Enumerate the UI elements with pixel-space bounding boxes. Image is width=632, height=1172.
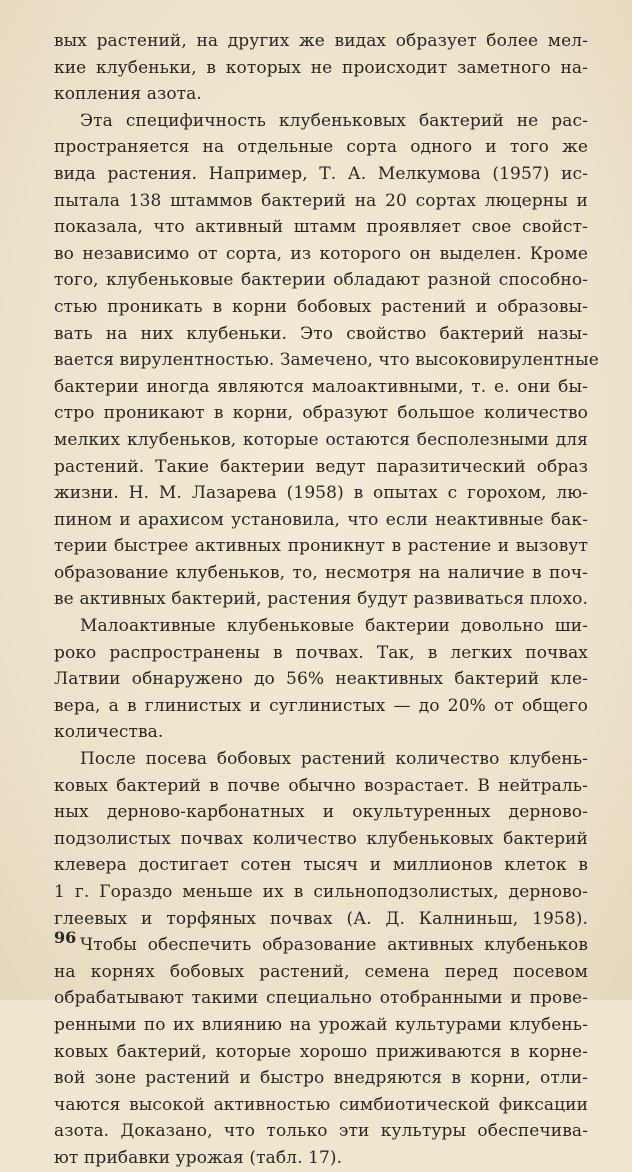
body-text — [54, 28, 599, 1172]
page-number: 96 — [54, 928, 77, 947]
text-line: 1 г. Гораздо меньше их в сильноподзолистых, дерново- — [54, 882, 588, 902]
text-line: клевера достигает сотен тысяч и миллионов клеток в — [54, 855, 588, 876]
text-line: Эта специфичность клубеньковых бактерий не рас- — [80, 110, 588, 131]
text-line: азота. Доказано, что только эти культуры обеспечива- — [54, 1121, 588, 1142]
text-line: бактерии иногда являются малоактивными, т. е. они бы- — [54, 376, 588, 397]
paragraph — [54, 28, 588, 108]
text-line: вера, а в глинистых и суглинистых — до 20% от общего — [54, 695, 588, 716]
text-line: ве активных бактерий, растения будут развиваться плохо. — [54, 589, 588, 610]
text-line: вой зоне растений и быстро внедряются в корни, отли- — [54, 1068, 588, 1089]
text-line: вых растений, на других же видах образует более мел- — [54, 31, 588, 51]
text-line: вать на них клубеньки. Это свойство бактерий назы- — [54, 323, 588, 344]
text-line: жизни. Н. М. Лазарева (1958) в опытах с горохом, лю- — [54, 483, 588, 504]
text-line: роко распространены в почвах. Так, в легких почвах — [54, 642, 588, 663]
text-line: количества. — [54, 722, 164, 743]
text-line: ренными по их влиянию на урожай культурами клубень- — [54, 1014, 588, 1035]
text-line: ных дерново-карбонатных и окультуренных дерново- — [54, 802, 588, 823]
text-line: ковых бактерий, которые хорошо приживаются в корне- — [54, 1041, 588, 1062]
text-line: Чтобы обеспечить образование активных клубеньков — [80, 935, 588, 956]
text-line: чаются высокой активностью симбиотической фиксации — [54, 1094, 588, 1115]
text-line: во независимо от сорта, из которого он выделен. Кроме — [54, 243, 588, 264]
text-line: Малоактивные клубеньковые бактерии довольно ши- — [80, 616, 588, 637]
text-line: кие клубеньки, в которых не происходит заметного на- — [54, 57, 588, 78]
text-line: подзолистых почвах количество клубеньковых бактерий — [54, 828, 588, 849]
text-line: пином и арахисом установила, что если неактивные бак- — [54, 509, 588, 530]
text-line: обрабатывают такими специально отобранными и прове- — [54, 988, 588, 1009]
text-line: копления азота. — [54, 84, 202, 105]
text-line: пространяется на отдельные сорта одного и того же — [54, 137, 588, 158]
text-line: того, клубеньковые бактерии обладают разной способно- — [54, 270, 588, 291]
text-line: пытала 138 штаммов бактерий на 20 сортах люцерны и — [54, 190, 588, 211]
paragraph — [54, 746, 588, 932]
text-line: глеевых и торфяных почвах (А. Д. Калниньш, 1958). — [54, 908, 588, 929]
text-line: вается вирулентностью. Замечено, что высоковирулентные — [54, 350, 599, 371]
text-line: вида растения. Например, Т. А. Мелкумова (1957) ис- — [54, 163, 588, 184]
text-line: растений. Такие бактерии ведут паразитический образ — [54, 456, 588, 477]
text-line: ют прибавки урожая (табл. 17). — [54, 1147, 343, 1168]
paragraph — [54, 613, 588, 746]
text-line: После посева бобовых растений количество клубень- — [80, 749, 588, 770]
text-line: показала, что активный штамм проявляет свое свойст- — [54, 217, 588, 238]
text-line: терии быстрее активных проникнут в растение и вызовут — [54, 536, 588, 557]
text-line: на корнях бобовых растений, семена перед посевом — [54, 961, 588, 982]
text-line: образование клубеньков, то, несмотря на наличие в поч- — [54, 562, 588, 583]
paragraph — [54, 108, 599, 613]
text-line: Латвии обнаружено до 56% неактивных бактерий кле- — [54, 669, 588, 690]
text-line: стью проникать в корни бобовых растений и образовы- — [54, 296, 588, 317]
text-line: ковых бактерий в почве обычно возрастает. В нейтраль- — [54, 775, 588, 796]
paragraph — [54, 932, 588, 1171]
text-line: мелких клубеньков, которые остаются бесполезными для — [54, 429, 588, 450]
text-line: стро проникают в корни, образуют большое количество — [54, 403, 588, 424]
